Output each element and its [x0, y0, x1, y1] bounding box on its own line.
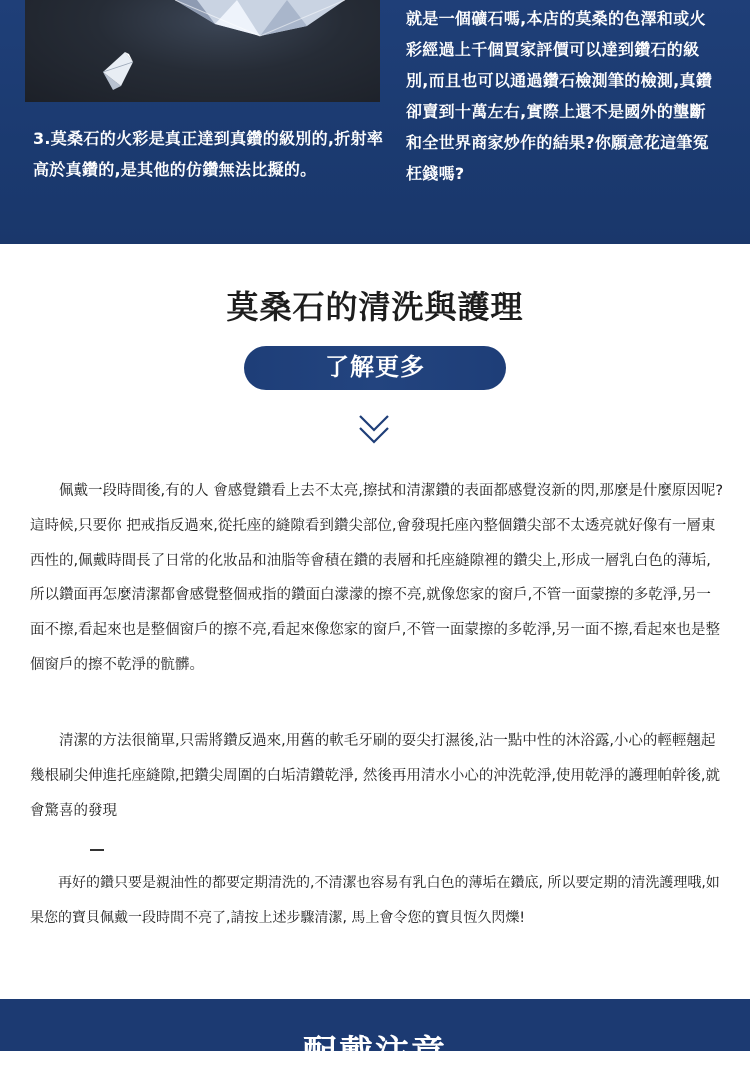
care-paragraph-cause — [30, 474, 725, 683]
section-title: 莫桑石的清洗與護理 — [226, 288, 524, 326]
care-paragraph-regular-cleaning — [30, 866, 725, 935]
learn-more-button[interactable]: 了解更多 — [244, 346, 506, 390]
paragraph-text: 佩戴一段時間後,有的人 會感覺鑽看上去不太亮,擦拭和清潔鑽的表面都感覺沒新的閃,那麼是什麼原因呢?這時候,只要你 把戒指反過來,從托座的縫隙看到鑽尖部位,會發現托座內整個鑽尖部不太透亮就好像有一層東西性的,佩戴時間長了日常的化妝品和油脂等會積在鑽的表層和托座縫隙裡的鑽尖上,形成一層乳白色的薄垢,所以鑽面再怎麼清潔都會感覺整個戒指的鑽面白濛濛的擦不亮,就像您家的窗戶,不管一面蒙擦的多乾淨,另一面不擦,看起來也是整個窗戶的擦不亮,看起來像您家的窗戶,不管一面蒙擦的多乾淨,另一面不擦,看起來也是整個窗戶的擦不乾淨的骯髒。 — [30, 483, 724, 673]
price-comparison-paragraph: 就是一個礦石嗎,本店的莫桑的色澤和或火彩經過上千個買家評價可以達到鑽石的級別,而且也可以通過鑽石檢測筆的檢測,真鑽卻賣到十萬左右,實際上還不是國外的壟斷和全世界商家炒作的結果?你願意花這筆冤枉錢嗎? — [406, 9, 713, 183]
moissanite-fire-paragraph: 3.莫桑石的火彩是真正達到真鑽的級別的,折射率高於真鑽的,是其他的仿鑽無法比擬的。 — [33, 129, 384, 179]
wearing-notes-title: 配戴注意 — [303, 1033, 447, 1073]
paragraph-text: 再好的鑽只要是親油性的都要定期清洗的,不清潔也容易有乳白色的薄垢在鑽底, 所以要定期的清洗護理哦,如果您的寶貝佩戴一段時間不亮了,請按上述步驟清潔, 馬上會令您的寶貝恆久閃爍! — [30, 875, 720, 926]
diamond-icon — [25, 0, 380, 102]
diamond-photo — [25, 0, 380, 102]
double-chevron-down-icon — [357, 410, 391, 450]
paragraph-text: 清潔的方法很簡單,只需將鑽反過來,用舊的軟毛牙刷的耍尖打濕後,沾一點中性的沐浴露,小心的輕輕翹起幾根刷尖伸進托座縫隙,把鑽尖周圍的白垢清鑽乾淨, 然後再用清水小心的沖洗乾淨,使用乾淨的護理帕幹後,就會驚喜的發現 — [30, 733, 721, 819]
divider-dash — [90, 849, 104, 851]
care-paragraph-method — [30, 724, 725, 828]
bottom-banner — [0, 999, 750, 1073]
top-banner — [0, 0, 750, 244]
